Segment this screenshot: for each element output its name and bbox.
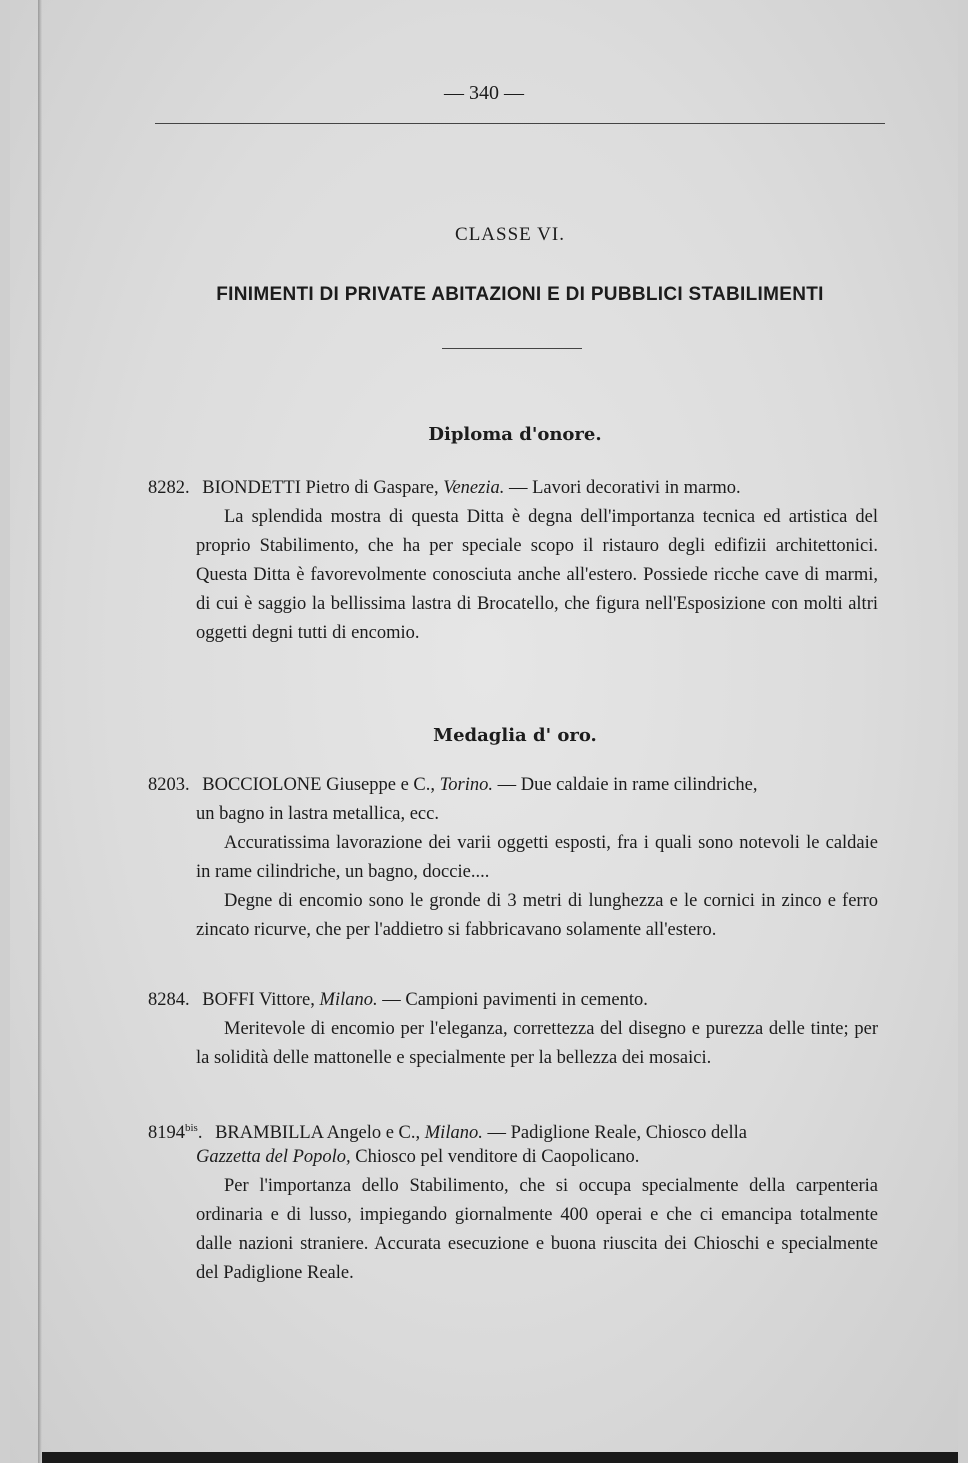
entry-name: BOFFI Vittore, <box>202 990 315 1010</box>
entry-item: — Lavori decorativi in marmo. <box>508 478 741 498</box>
class-label: CLASSE VI. <box>455 224 565 245</box>
entry-name: BRAMBILLA Angelo e C., <box>215 1123 421 1144</box>
entry-8203-description-2: Degne di encomio sono le gronde di 3 metri di lunghezza e le cornici in zinco e ferro zincato ricurve, che per l'addietro si fabbricavano solamente all'estero. <box>196 891 878 940</box>
award-heading-gold: Medaglia d' oro. <box>433 725 597 746</box>
entry-item: — Padiglione Reale, Chiosco della <box>487 1123 747 1144</box>
entry-item: — Due caldaie in rame cilindriche, <box>497 775 758 795</box>
entry-8203-header <box>148 771 878 800</box>
page-number: — 340 — <box>444 82 524 104</box>
entry-number: 8284. <box>148 990 190 1010</box>
entry-city: Milano. <box>424 1123 483 1144</box>
entry-number: 8282. <box>148 478 190 498</box>
entry-8284-header <box>148 986 878 1015</box>
entry-8284-description: Meritevole di encomio per l'eleganza, correttezza del disegno e purezza delle tinte; per la solidità delle mattonelle e specialmente per la bellezza dei mosaici. <box>196 1019 878 1068</box>
entry-city: Venezia. <box>443 478 505 498</box>
header-rule <box>155 123 885 124</box>
entry-8194bis-item-cont: Gazzetta del Popolo, Chiosco pel venditore di Caopolicano. <box>196 1147 640 1167</box>
entry-8282-description: La splendida mostra di questa Ditta è degna dell'importanza tecnica ed artistica del proprio Stabilimento, che ha per speciale scopo il ristauro degli edifizii architettonici. Questa Ditta è favorevolmente conosciuta anche all'estero. Possiede ricche cave di marmi, di cui è saggio la bellissima lastra di Brocatello, che figura nell'Esposizione con molti altri oggetti degni tutti di encomio. <box>196 507 878 643</box>
section-rule <box>442 348 582 349</box>
entry-city: Milano. <box>319 990 378 1010</box>
entry-8203-description: Accuratissima lavorazione dei varii oggetti esposti, fra i quali sono notevoli le caldaie in rame cilindriche, un bagno, doccie.... <box>196 833 878 882</box>
entry-name: BOCCIOLONE Giuseppe e C., <box>202 775 436 795</box>
entry-8203-item-cont: un bagno in lastra metallica, ecc. <box>196 804 439 824</box>
award-heading-diploma: Diploma d'onore. <box>428 424 602 445</box>
entry-number: 8203. <box>148 775 190 795</box>
entry-8282-header <box>148 474 878 503</box>
scan-border <box>42 1452 958 1463</box>
entry-number: $8194^{bis}$. <box>148 1122 203 1144</box>
entry-item: — Campioni pavimenti in cemento. <box>382 990 648 1010</box>
section-title: FINIMENTI DI PRIVATE ABITAZIONI E DI PUBBLICI STABILIMENTI <box>216 284 824 305</box>
entry-name: BIONDETTI Pietro di Gaspare, <box>202 478 439 498</box>
entry-8194bis-description: Per l'importanza dello Stabilimento, che si occupa specialmente della carpenteria ordinaria e di lusso, impiegando giornalmente 400 operai e che ci emancipa totalmente dalle nazioni straniere. Accurata esecuzione e buona riuscita dei Chioschi e specialmente del Padiglione Reale. <box>196 1176 878 1283</box>
entry-city: Torino. <box>439 775 493 795</box>
